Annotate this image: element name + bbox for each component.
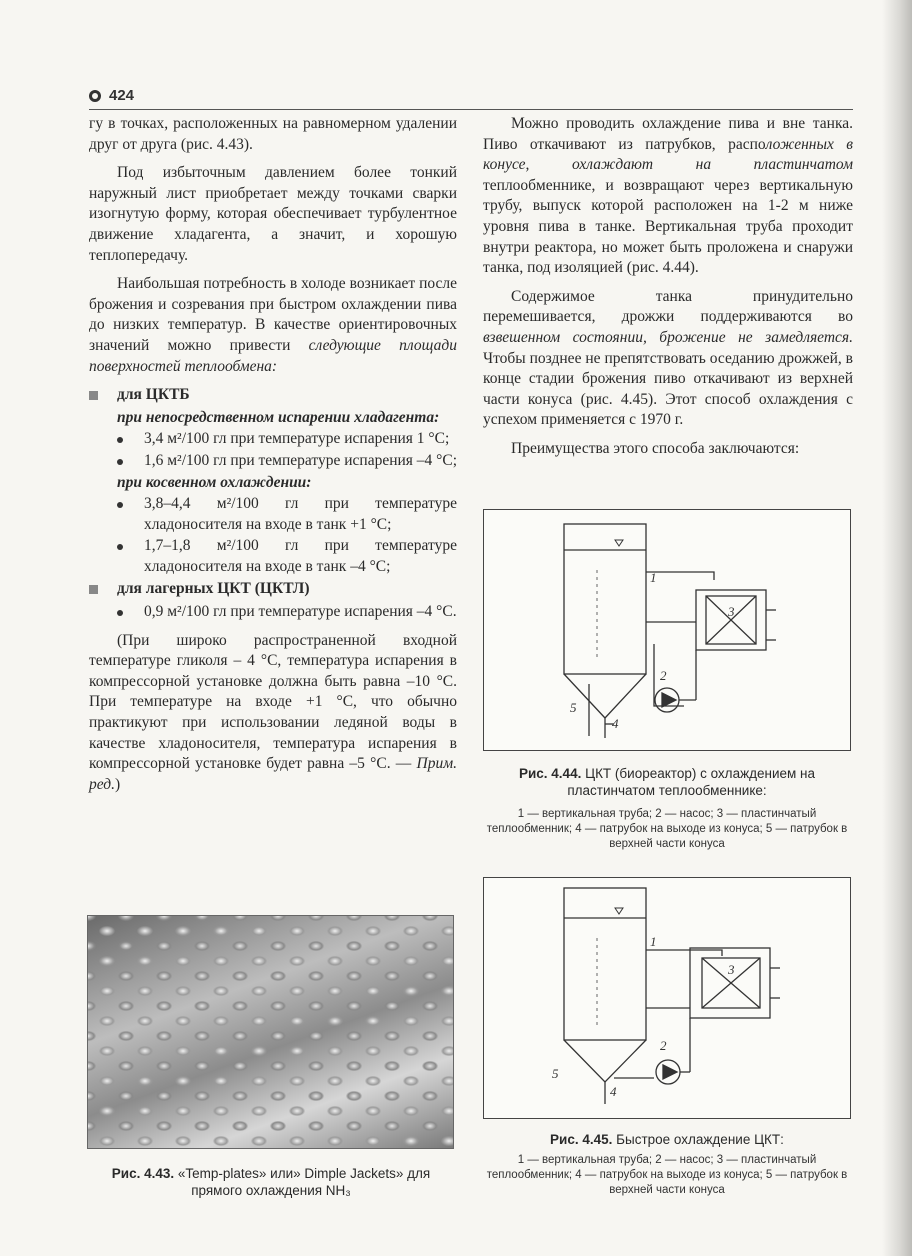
right-column (483, 114, 853, 468)
figure-4-43-number: Рис. 4.43. (111, 1166, 175, 1181)
list-item-text: 1,6 м²/100 гл при температуре испарения –4 °C; (144, 451, 458, 469)
editor-note-close: ) (114, 775, 121, 793)
list-item (89, 602, 457, 623)
label-3: 3 (728, 604, 735, 619)
round-bullet-icon (117, 437, 123, 443)
paragraph-1: гу в точках, расположенных на равномерном удалении друг от друга (рис. 4.43). (89, 115, 457, 153)
round-bullet-icon (117, 544, 123, 550)
page-header (89, 87, 853, 110)
label-4: 4 (610, 1084, 617, 1099)
paragraph-2: Под избыточным давлением более тонкий наружный лист приобретает между точками сварки изогнутую форму, которая обеспечивает турбулентное движение хладагента, а значит, и хорошую теплопередачу. (89, 164, 457, 264)
figure-4-45-diagram (484, 878, 850, 1118)
label-2: 2 (660, 668, 667, 683)
paragraph-right-1-text-a: Можно проводить охлаждение пива и вне танка. Пиво откачивают из патрубков, распо (483, 115, 853, 153)
paragraph-3-text: Наибольшая потребность в холоде возникает после брожения и созревания при быстром охлаждении пива до низких температур. В качестве ориентировочных значений можно привести (89, 275, 457, 354)
figure-4-43-caption (87, 1165, 455, 1199)
ctl-label: для лагерных ЦКТ (ЦКТЛ) (117, 580, 310, 598)
list-item-text: 1,7–1,8 м²/100 гл при температуре хладоносителя на входе в танк –4 °C; (144, 537, 457, 575)
label-4: 4 (612, 716, 619, 731)
figure-4-45-number: Рис. 4.45. (550, 1132, 613, 1147)
label-1: 1 (650, 934, 657, 949)
label-2: 2 (660, 1038, 667, 1053)
figure-4-45-title: Быстрое охлаждение ЦКТ: (612, 1132, 784, 1147)
paragraph-3 (89, 274, 457, 377)
list-item-ctb (89, 385, 457, 406)
figure-4-44-diagram (484, 510, 850, 750)
figure-4-45-legend: 1 — вертикальная труба; 2 — насос; 3 — пластинчатый теплообменник; 4 — патрубок на выходе из конуса; 5 — патрубок в верхней части конуса (486, 1154, 848, 1196)
paragraph-right-1-text-b: теплообменнике, и возвращают через вертикальную трубу, выпуск которой расположен на 1-2 м ниже уровня пива в танке. Вертикальная труба проходит внутри реактора, но может быть проложена и снаружи танка, под изоляцией (рис. 4.44). (483, 176, 853, 277)
left-column (89, 114, 457, 803)
label-1: 1 (650, 570, 657, 585)
publisher-logo-icon (89, 90, 101, 102)
list-item-text: 3,8–4,4 м²/100 гл при температуре хладоносителя на входе в танк +1 °C; (144, 495, 457, 533)
paragraph-3-italic: следующие площади поверхностей теплообмена: (89, 336, 457, 375)
paragraph-right-2-text-a: Содержимое танка принудительно перемешивается, дрожжи поддерживаются во (483, 287, 853, 326)
list-item (89, 494, 457, 535)
figure-4-43-title: «Temp-plates» или» Dimple Jackets» для прямого охлаждения NH₃ (174, 1166, 431, 1198)
figure-4-44 (483, 509, 851, 751)
paragraph-right-1 (483, 114, 853, 279)
square-bullet-icon (89, 391, 98, 400)
dimple-jacket-photo (87, 915, 454, 1149)
paragraph-right-2-text-b: Чтобы позднее не препятствовать оседанию дрожжей, в конце стадии брожения пиво откачивают из верхней части конуса (рис. 4.45). Этот способ охлаждения с успехом применяется с 1970 г. (483, 349, 853, 429)
square-bullet-icon (89, 585, 98, 594)
ctb-label: для ЦКТБ (117, 386, 190, 404)
tank-body (564, 888, 646, 1040)
list-item-text: 3,4 м²/100 гл при температуре испарения 1 °C; (144, 430, 450, 448)
list-item-text: 0,9 м²/100 гл при температуре испарения –4 °C. (144, 603, 457, 621)
tank-body (564, 524, 646, 674)
figure-4-45-caption (483, 1131, 851, 1148)
paragraph-right-2-italic: взвешенном состоянии, брожение не замедляется. (483, 328, 853, 346)
figure-4-44-title: ЦКТ (биореактор) с охлаждением на пластинчатом теплообменнике: (567, 766, 815, 798)
indirect-cooling-heading: при косвенном охлаждении: (117, 473, 312, 491)
editor-note-text: (При широко распространенной входной температуре гликоля – 4 °C, температура испарения в компрессорной установке должна быть равна –10 °C. При температуре на входе +1 °C, что обычно практикуют при использовании ледяной воды в качестве хладоносителя, температура испарения в компрессорной установке будет равна –5 °C. — (89, 631, 457, 773)
label-5: 5 (552, 1066, 559, 1081)
paragraph-right-3: Преимущества этого способа заключаются: (511, 439, 800, 457)
figure-4-44-caption (483, 765, 851, 799)
figure-4-44-number: Рис. 4.44. (518, 766, 582, 781)
paragraph-right-2 (483, 287, 853, 431)
list-item-ctl (89, 579, 457, 600)
label-3: 3 (728, 962, 735, 977)
editor-note (89, 631, 457, 796)
list-item (89, 536, 457, 577)
round-bullet-icon (117, 502, 123, 508)
direct-evaporation-heading: при непосредственном испарении хладагента: (117, 408, 440, 426)
list-item (89, 451, 457, 472)
list-item (89, 429, 457, 450)
paragraph-right-1-italic: ложенных в конусе, охлаждают на пластинчатом (483, 135, 853, 174)
editor-note-italic: Прим. ред. (89, 755, 457, 793)
round-bullet-icon (117, 610, 123, 616)
figure-4-45 (483, 877, 851, 1119)
page-edge-shadow (882, 0, 912, 1256)
page-number: 424 (109, 87, 135, 104)
label-5: 5 (570, 700, 577, 715)
figure-4-44-legend: 1 — вертикальная труба; 2 — насос; 3 — пластинчатый теплообменник; 4 — патрубок на выходе из конуса; 5 — патрубок в верхней части конуса (486, 808, 848, 850)
round-bullet-icon (117, 459, 123, 465)
